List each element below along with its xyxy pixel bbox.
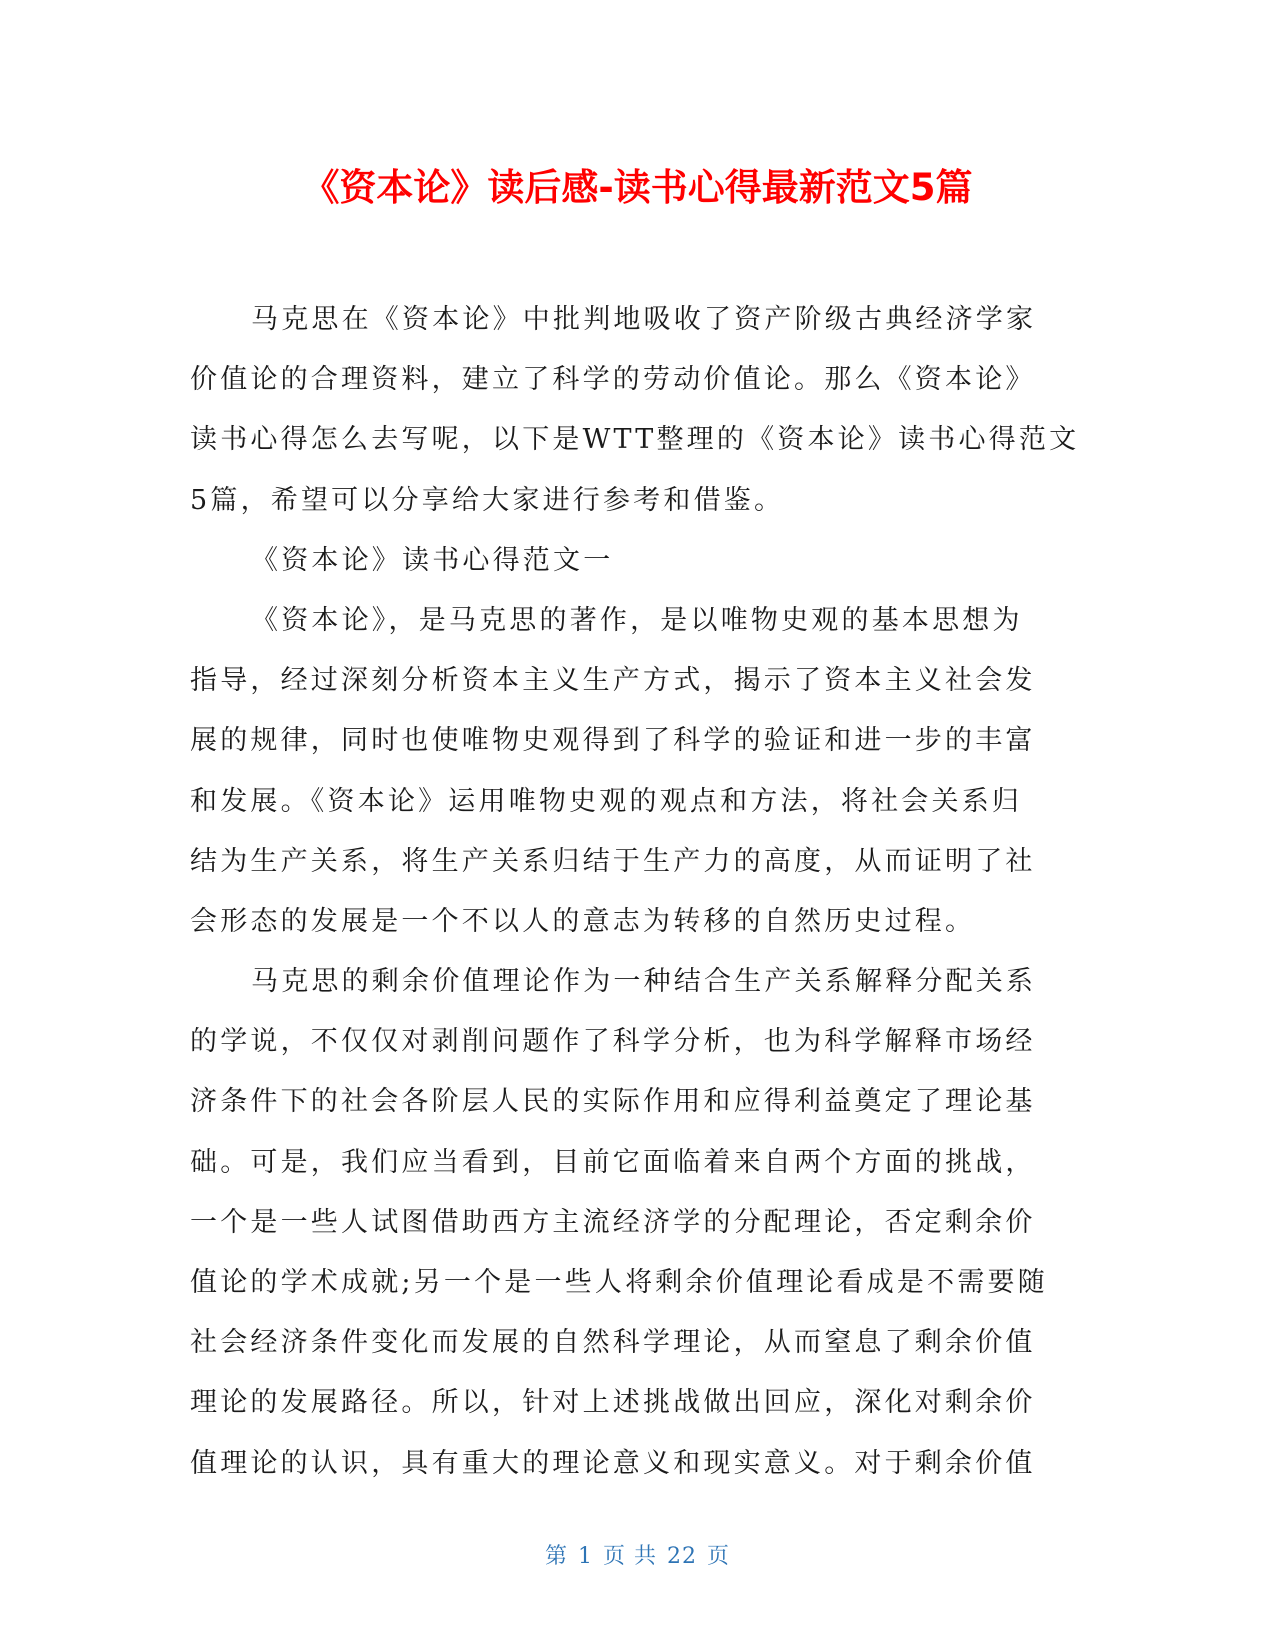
paragraph-line: 5篇，希望可以分享给大家进行参考和借鉴。 — [190, 484, 785, 516]
paragraph-line: 价值论的合理资料，建立了科学的劳动价值论。那么《资本论》 — [190, 364, 1036, 396]
paragraph-line: 马克思在《资本论》中批判地吸收了资产阶级古典经济学家 — [251, 304, 1037, 335]
paragraph-line: 值理论的认识，具有重大的理论意义和现实意义。对于剩余价值 — [190, 1447, 1036, 1479]
paragraph-line: 《资本论》，是马克思的著作，是以唯物史观的基本思想为 — [251, 604, 1023, 636]
footer-prefix: 第 — [544, 1544, 568, 1569]
footer-middle: 页 共 — [603, 1544, 657, 1569]
footer-page-number: 1 — [578, 1544, 593, 1569]
paragraph-line: 结为生产关系，将生产关系归结于生产力的高度，从而证明了社 — [190, 845, 1036, 877]
paragraph-line: 济条件下的社会各阶层人民的实际作用和应得利益奠定了理论基 — [190, 1086, 1036, 1118]
footer-total-pages: 22 — [667, 1544, 697, 1569]
paragraph-line: 指导，经过深刻分析资本主义生产方式，揭示了资本主义社会发 — [190, 665, 1036, 697]
section-heading: 《资本论》读书心得范文一 — [251, 544, 614, 576]
paragraph-line: 础。可是，我们应当看到，目前它面临着来自两个方面的挑战， — [190, 1146, 1036, 1178]
paragraph-line: 展的规律，同时也使唯物史观得到了科学的验证和进一步的丰富 — [190, 725, 1036, 757]
footer-suffix: 页 — [707, 1544, 731, 1569]
document-body — [190, 290, 1085, 1494]
paragraph-line: 社会经济条件变化而发展的自然科学理论，从而窒息了剩余价值 — [190, 1327, 1036, 1359]
paragraph-line: 马克思的剩余价值理论作为一种结合生产关系解释分配关系 — [251, 966, 1037, 998]
paragraph-line: 读书心得怎么去写呢，以下是WTT整理的《资本论》读书心得范文 — [190, 424, 1080, 456]
paragraph-line: 理论的发展路径。所以，针对上述挑战做出回应，深化对剩余价 — [190, 1387, 1036, 1419]
document-title: 《资本论》读后感-读书心得最新范文5篇 — [302, 166, 973, 209]
page-footer — [0, 1542, 1275, 1572]
paragraph-line: 和发展。《资本论》运用唯物史观的观点和方法，将社会关系归 — [190, 785, 1023, 817]
paragraph-line: 会形态的发展是一个不以人的意志为转移的自然历史过程。 — [190, 905, 976, 937]
paragraph-line: 的学说，不仅仅对剥削问题作了科学分析，也为科学解释市场经 — [190, 1026, 1036, 1058]
paragraph-line: 值论的学术成就;另一个是一些人将剩余价值理论看成是不需要随 — [190, 1267, 1048, 1298]
paragraph-line: 一个是一些人试图借助西方主流经济学的分配理论，否定剩余价 — [190, 1206, 1036, 1238]
